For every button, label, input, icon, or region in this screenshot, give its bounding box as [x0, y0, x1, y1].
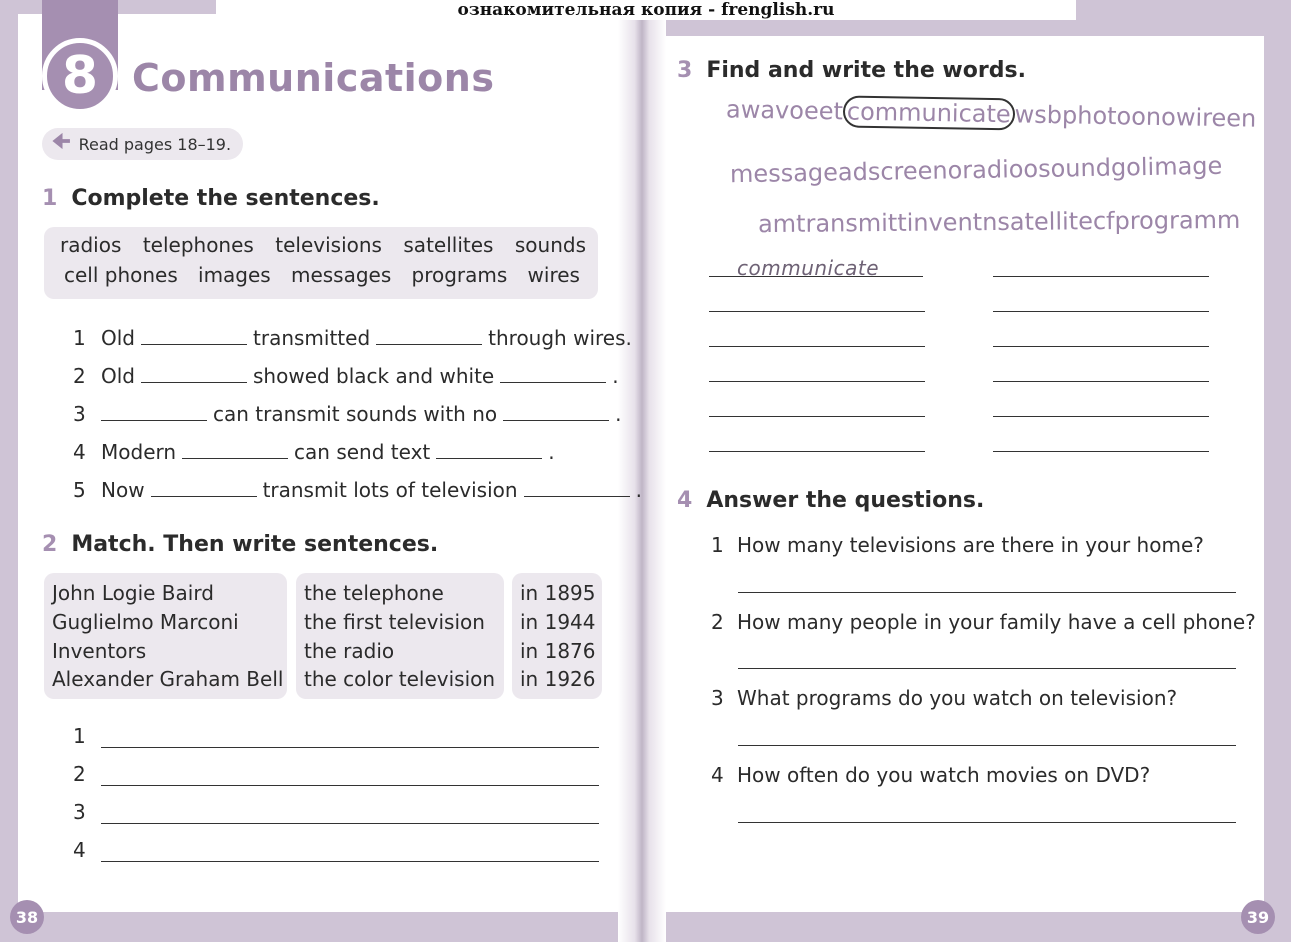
word-bank-item: cell phones — [64, 263, 178, 287]
question-text: What programs do you watch on television? — [737, 686, 1178, 710]
sentence-2 — [73, 364, 619, 388]
answer-line[interactable] — [709, 397, 925, 417]
word-bank-item: images — [198, 263, 271, 287]
answer-blank[interactable] — [182, 443, 288, 459]
word-bank-item: messages — [290, 263, 392, 287]
match-item: Alexander Graham Bell — [52, 667, 284, 692]
exercise-number: 2 — [42, 532, 58, 557]
match-item: in 1944 — [520, 609, 596, 634]
puzzle-letters: wsbphotoonowireen — [1014, 100, 1257, 133]
sentence-text: . — [548, 440, 555, 464]
match-column-inventions — [296, 573, 504, 699]
unit-number-badge — [42, 38, 118, 114]
answer-blank[interactable] — [101, 405, 207, 421]
answer-line[interactable] — [993, 257, 1209, 277]
sentence-text: can transmit sounds with no — [213, 402, 498, 426]
read-pages-text: Read pages 18–19. — [78, 134, 232, 154]
question-text: How many televisions are there in your home? — [737, 533, 1204, 557]
line-number: 2 — [73, 762, 86, 786]
word-bank-item: wires — [527, 263, 580, 287]
unit-title: Communications — [132, 56, 495, 100]
word-bank-row — [44, 233, 598, 257]
sentence-1 — [73, 326, 632, 350]
sentence-text: transmitted — [253, 326, 371, 350]
answer-blank[interactable] — [151, 481, 257, 497]
word-bank-item: programs — [411, 263, 508, 287]
answer-blank[interactable] — [141, 329, 247, 345]
sentence-number: 5 — [73, 478, 86, 502]
answer-line[interactable] — [738, 583, 1236, 593]
exercise-number: 1 — [42, 186, 58, 211]
line-number: 1 — [73, 724, 86, 748]
match-item: John Logie Baird — [52, 581, 214, 605]
question-2 — [711, 610, 1256, 634]
answer-line[interactable] — [738, 813, 1236, 823]
read-pages-pill — [42, 128, 243, 160]
word-bank-item: satellites — [403, 233, 494, 257]
writing-line[interactable] — [101, 806, 599, 824]
arrow-left-icon: 🠈 — [52, 129, 71, 153]
sentence-text: . — [615, 402, 622, 426]
match-item: the color television — [304, 667, 496, 692]
unit-number: 8 — [61, 46, 99, 106]
word-search-line-2: messageadscreenoradioosoundgolimage — [729, 151, 1223, 189]
word-bank-item: sounds — [514, 233, 586, 257]
answer-line[interactable] — [709, 362, 925, 382]
write-line-1 — [73, 724, 599, 748]
answer-blank[interactable] — [524, 481, 630, 497]
sentence-text: can send text — [294, 440, 431, 464]
question-text: How often do you watch movies on DVD? — [737, 763, 1151, 787]
answer-blank[interactable] — [503, 405, 609, 421]
page-number-left: 38 — [10, 900, 44, 934]
sentence-text: Now — [101, 478, 145, 502]
sentence-number: 1 — [73, 326, 86, 350]
exercise-4-heading — [677, 488, 984, 513]
question-number: 1 — [711, 533, 724, 557]
match-item: the radio — [304, 638, 395, 663]
question-4 — [711, 763, 1150, 787]
sentence-text: Old — [101, 364, 135, 388]
match-item: Inventors — [52, 638, 147, 663]
word-bank-row — [44, 263, 598, 287]
answer-line[interactable] — [738, 736, 1236, 746]
sentence-number: 2 — [73, 364, 86, 388]
question-3 — [711, 686, 1177, 710]
circled-word: communicate — [843, 95, 1015, 130]
exercise-number: 3 — [677, 58, 693, 83]
exercise-title: Answer the questions. — [706, 488, 985, 513]
write-line-2 — [73, 762, 599, 786]
exercise-3-heading — [677, 58, 1026, 83]
exercise-2-heading — [42, 532, 438, 557]
exercise-title: Find and write the words. — [706, 58, 1026, 83]
answer-line[interactable] — [993, 327, 1209, 347]
answer-blank[interactable] — [376, 329, 482, 345]
answer-blank[interactable] — [436, 443, 542, 459]
word-bank-item: televisions — [275, 233, 382, 257]
match-column-years — [512, 573, 602, 699]
answer-line[interactable] — [993, 292, 1209, 312]
match-item: in 1876 — [520, 638, 596, 663]
exercise-title: Complete the sentences. — [71, 186, 380, 211]
answer-line[interactable] — [993, 432, 1209, 452]
exercise-1-heading — [42, 186, 380, 211]
word-bank-item: radios — [60, 233, 122, 257]
sentence-text: Old — [101, 326, 135, 350]
write-line-3 — [73, 800, 599, 824]
sentence-5 — [73, 478, 642, 502]
writing-line[interactable] — [101, 730, 599, 748]
writing-line[interactable] — [101, 768, 599, 786]
match-item: Guglielmo Marconi — [52, 609, 239, 634]
answer-line[interactable] — [709, 257, 923, 277]
line-number: 4 — [73, 838, 86, 862]
match-item: in 1895 — [520, 581, 596, 605]
answer-line[interactable] — [993, 397, 1209, 417]
sentence-text: through wires. — [488, 326, 632, 350]
sentence-text: transmit lots of television — [262, 478, 518, 502]
answer-line[interactable] — [709, 292, 925, 312]
answer-blank[interactable] — [141, 367, 247, 383]
example-answer: communicate — [737, 256, 880, 280]
answer-line[interactable] — [738, 659, 1236, 669]
answer-line[interactable] — [993, 362, 1209, 382]
answer-line[interactable] — [709, 327, 925, 347]
line-number: 3 — [73, 800, 86, 824]
match-item: the first television — [304, 609, 485, 634]
sentence-text: showed black and white — [253, 364, 495, 388]
sentence-3 — [73, 402, 621, 426]
word-search-line-3: amtransmittinventnsatellitecfprogramm — [757, 205, 1241, 239]
sentence-text: . — [612, 364, 619, 388]
sentence-number: 3 — [73, 402, 86, 426]
sentence-text: Modern — [101, 440, 177, 464]
answer-blank[interactable] — [500, 367, 606, 383]
sentence-number: 4 — [73, 440, 86, 464]
question-number: 2 — [711, 610, 724, 634]
watermark-text: ознакомительная копия - frenglish.ru — [216, 0, 1076, 20]
question-number: 4 — [711, 763, 724, 787]
exercise-title: Match. Then write sentences. — [71, 532, 439, 557]
word-bank — [44, 227, 598, 299]
sentence-4 — [73, 440, 555, 464]
exercise-number: 4 — [677, 488, 693, 513]
question-number: 3 — [711, 686, 724, 710]
book-spine — [618, 0, 666, 942]
match-column-people — [44, 573, 287, 699]
match-item: the telephone — [304, 581, 444, 605]
puzzle-letters: awavoeet — [725, 95, 844, 126]
question-text: How many people in your family have a cell phone? — [737, 610, 1256, 634]
write-line-4 — [73, 838, 599, 862]
writing-line[interactable] — [101, 844, 599, 862]
match-item: in 1926 — [520, 667, 596, 692]
question-1 — [711, 533, 1204, 557]
page-number-right: 39 — [1241, 900, 1275, 934]
answer-line[interactable] — [709, 432, 925, 452]
word-bank-item: telephones — [142, 233, 254, 257]
sentence-text: . — [635, 478, 642, 502]
